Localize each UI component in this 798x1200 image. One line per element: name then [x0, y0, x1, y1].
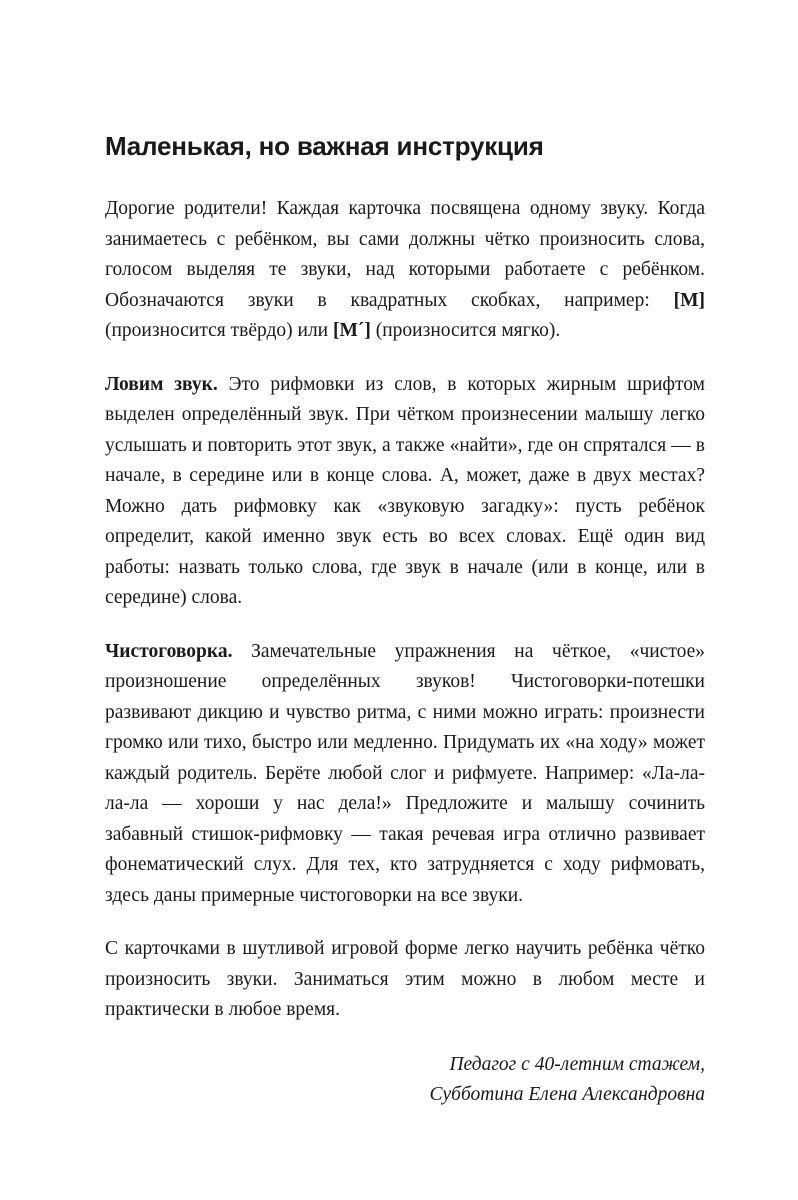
catch-sound-text: Это рифмовки из слов, в которых жирным шрифтом выделен определённый звук. При чётком произнесении малышу легко услышать и повторить этот звук, а также «найти», где он спрятался — в начале, в середине или в конце слова. А, может, даже в двух местах? Можно дать рифмовку как «звуковую загадку»: пусть ребёнок определит, какой именно звук есть во всех словах. Ещё один вид работы: назвать только слова, где звук в начале (или в конце, или в середине) слова.	[105, 373, 705, 608]
intro-text-2: (произносится твёрдо) или	[105, 320, 333, 341]
tongue-twister-term: Чистоговорка.	[105, 640, 233, 662]
catch-sound-term: Ловим звук.	[105, 373, 218, 395]
intro-paragraph	[105, 194, 705, 347]
tongue-twister-text: Замечательные упражнения на чёткое, «чистое» произношение определённых звуков! Чистоговорки-потешки развивают дикцию и чувство ритма, с ними можно играть: произнести громко или тихо, быстро или медленно. Придумать их «на ходу» может каждый родитель. Берёте любой слог и рифмуете. Например: «Ла-ла-ла-ла — хороши у нас дела!» Предложите и малышу сочинить забавный стишок-рифмовку — такая речевая игра отлично развивает фонематический слух. Для тех, кто затрудняется с ходу рифмовать, здесь даны примерные чистоговорки на все звуки.	[105, 640, 705, 906]
instruction-page	[105, 128, 705, 1111]
closing-paragraph: С карточками в шутливой игровой форме легко научить ребёнка чётко произносить звуки. Заниматься этим можно в любом месте и практически в любое время.	[105, 938, 705, 1020]
page-title: Маленькая, но важная инструкция	[105, 131, 544, 161]
intro-text-3: (произносится мягко).	[370, 320, 561, 341]
soft-sound-example: [М´]	[332, 320, 371, 341]
tongue-twister-paragraph	[105, 637, 705, 912]
catch-sound-paragraph	[105, 370, 705, 614]
signature-line-1: Педагог с 40-летним стажем,	[449, 1053, 705, 1075]
intro-text-1: Дорогие родители! Каждая карточка посвящена одному звуку. Когда занимаетесь с ребёнком, вы сами должны чётко произносить слова, голосом выделяя те звуки, над которыми работаете с ребёнком. Обозначаются звуки в квадратных скобках, например:	[105, 198, 705, 311]
hard-sound-example: [М]	[673, 289, 705, 311]
author-signature	[105, 1050, 705, 1111]
signature-line-2: Субботина Елена Александровна	[429, 1084, 705, 1105]
